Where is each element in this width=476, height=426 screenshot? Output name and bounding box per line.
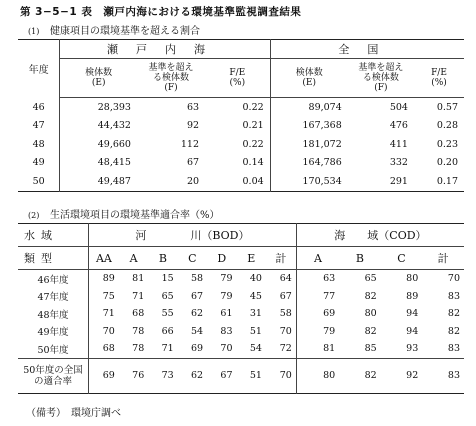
table-row	[18, 154, 464, 173]
value-cell: 85	[364, 343, 377, 355]
samples-national: 89,074	[270, 98, 348, 117]
group-national: 全国	[270, 40, 464, 59]
value-cell: 80	[364, 308, 377, 320]
value-cell: 67	[191, 290, 204, 302]
group-setouchi: 瀬戸内海	[60, 40, 270, 59]
section2-heading-text: 生活環境項目の環境基準適合率（%）	[50, 210, 220, 221]
value-cell: 82	[447, 325, 460, 337]
value-cell: 31	[249, 308, 262, 320]
value-cell: 70	[102, 325, 115, 337]
value-cell: 15	[161, 273, 174, 285]
table-row	[18, 340, 464, 358]
value-cell: 80	[406, 273, 419, 285]
value-cell: 68	[132, 308, 145, 320]
living-env-table	[18, 223, 464, 394]
value-cell: 89	[406, 290, 419, 302]
value-cell: 71	[102, 308, 115, 320]
table-row	[18, 117, 464, 136]
row-label: 50年度	[18, 340, 89, 358]
value-cell: 45	[249, 290, 262, 302]
year-cell: 50	[18, 172, 60, 191]
value-cell: 79	[220, 290, 233, 302]
ratio-setouchi: 0.14	[242, 157, 264, 169]
col-sea-2: C	[381, 247, 423, 270]
row-label: 49年度	[18, 323, 89, 341]
value-cell: 64	[279, 273, 292, 285]
value-cell: 78	[132, 343, 145, 355]
exceed-national: 411	[389, 138, 408, 150]
section1-number: (1)	[28, 27, 40, 36]
row-label: 47年度	[18, 288, 89, 306]
value-cell: 66	[161, 325, 174, 337]
col-exceed-national: 基準を超え る検体数 (F)	[348, 59, 414, 98]
value-cell: 70	[279, 325, 292, 337]
value-cell: 40	[249, 273, 262, 285]
table-row	[18, 135, 464, 154]
col-river-1: A	[119, 247, 148, 270]
value-cell: 58	[279, 308, 292, 320]
samples-national: 181,072	[270, 135, 348, 154]
value-cell: 65	[364, 273, 377, 285]
section1-heading	[28, 22, 200, 37]
value-cell: 94	[406, 308, 419, 320]
ratio-national: 0.23	[436, 138, 458, 150]
ratio-national: 0.17	[436, 175, 458, 187]
samples-setouchi: 28,393	[97, 101, 131, 113]
value-cell: 83	[422, 358, 464, 393]
water-area-label: 水域	[18, 224, 89, 247]
value-cell: 70	[220, 343, 233, 355]
value-cell: 83	[220, 325, 233, 337]
col-ratio-national: F/E (%)	[414, 59, 464, 98]
source-note: （備考） 環境庁調べ	[26, 408, 121, 419]
section1-heading-text: 健康項目の環境基準を超える割合	[50, 26, 200, 37]
ratio-national: 0.28	[436, 120, 458, 132]
table-row	[18, 270, 464, 288]
value-cell: 82	[364, 290, 377, 302]
col-river-2: B	[148, 247, 177, 270]
value-cell: 65	[161, 290, 174, 302]
value-cell: 61	[220, 308, 233, 320]
value-cell: 54	[191, 325, 204, 337]
value-cell: 73	[148, 358, 177, 393]
type-label: 類型	[18, 247, 89, 270]
value-cell: 77	[296, 288, 339, 306]
value-cell: 75	[102, 290, 115, 302]
ratio-setouchi: 0.22	[242, 138, 264, 150]
samples-setouchi: 48,415	[97, 157, 131, 169]
exceed-setouchi: 112	[180, 138, 200, 150]
col-sea-3: 計	[422, 247, 464, 270]
table-row	[18, 172, 464, 191]
value-cell: 82	[339, 358, 381, 393]
exceed-setouchi: 20	[186, 175, 200, 187]
col-samples-setouchi: 検体数 (E)	[60, 59, 137, 98]
section2-heading	[28, 206, 220, 221]
group-river-bod: 河 川（BOD）	[89, 224, 297, 247]
section2-number: (2)	[28, 211, 40, 220]
row-label: 50年度の全国の適合率	[18, 358, 89, 393]
value-cell: 83	[447, 343, 460, 355]
col-sea-0: A	[296, 247, 339, 270]
value-cell: 78	[132, 325, 145, 337]
ratio-setouchi: 0.21	[242, 120, 264, 132]
samples-national: 164,786	[270, 154, 348, 173]
value-cell: 80	[296, 358, 339, 393]
col-samples-national: 検体数 (E)	[270, 59, 348, 98]
summary-row	[18, 358, 464, 393]
year-header: 年度	[18, 40, 60, 98]
samples-national: 170,534	[270, 172, 348, 191]
value-cell: 71	[132, 290, 145, 302]
samples-setouchi: 44,432	[97, 120, 131, 132]
value-cell: 79	[296, 323, 339, 341]
table-row	[18, 323, 464, 341]
value-cell: 69	[89, 358, 119, 393]
col-river-4: D	[207, 247, 236, 270]
value-cell: 67	[207, 358, 236, 393]
ratio-national: 0.57	[436, 101, 458, 113]
value-cell: 51	[237, 358, 266, 393]
value-cell: 54	[249, 343, 262, 355]
value-cell: 67	[279, 290, 292, 302]
samples-setouchi: 49,660	[97, 138, 131, 150]
ratio-national: 0.20	[436, 157, 458, 169]
exceed-national: 291	[389, 175, 408, 187]
ratio-setouchi: 0.22	[242, 101, 264, 113]
table-title: 第 3−5−1 表 瀬戸内海における環境基準監視調査結果	[20, 6, 302, 18]
col-sea-1: B	[339, 247, 381, 270]
year-cell: 46	[18, 98, 60, 117]
exceed-national: 476	[389, 120, 408, 132]
year-cell: 49	[18, 154, 60, 173]
col-river-6: 計	[266, 247, 296, 270]
samples-setouchi: 49,487	[97, 175, 131, 187]
table-row	[18, 98, 464, 117]
col-exceed-setouchi: 基準を超え る検体数 (F)	[137, 59, 205, 98]
col-ratio-setouchi: F/E (%)	[205, 59, 270, 98]
year-cell: 47	[18, 117, 60, 136]
col-river-3: C	[178, 247, 207, 270]
value-cell: 76	[119, 358, 148, 393]
ratio-setouchi: 0.04	[242, 175, 264, 187]
year-cell: 48	[18, 135, 60, 154]
exceed-national: 504	[389, 101, 408, 113]
value-cell: 71	[161, 343, 174, 355]
value-cell: 62	[178, 358, 207, 393]
value-cell: 82	[447, 308, 460, 320]
col-river-0: AA	[89, 247, 119, 270]
value-cell: 70	[266, 358, 296, 393]
value-cell: 72	[279, 343, 292, 355]
table-row	[18, 305, 464, 323]
value-cell: 79	[220, 273, 233, 285]
col-river-5: E	[237, 247, 266, 270]
row-label: 48年度	[18, 305, 89, 323]
value-cell: 89	[102, 273, 115, 285]
value-cell: 92	[381, 358, 423, 393]
health-items-table	[18, 39, 464, 192]
value-cell: 69	[296, 305, 339, 323]
value-cell: 81	[132, 273, 145, 285]
value-cell: 68	[102, 343, 115, 355]
value-cell: 81	[296, 340, 339, 358]
group-sea-cod: 海 域（COD）	[296, 224, 464, 247]
value-cell: 55	[161, 308, 174, 320]
value-cell: 63	[296, 270, 339, 288]
samples-national: 167,368	[270, 117, 348, 136]
value-cell: 83	[447, 290, 460, 302]
value-cell: 93	[406, 343, 419, 355]
value-cell: 69	[191, 343, 204, 355]
exceed-setouchi: 92	[186, 120, 200, 132]
value-cell: 58	[191, 273, 204, 285]
exceed-national: 332	[389, 157, 408, 169]
exceed-setouchi: 67	[186, 157, 200, 169]
value-cell: 82	[364, 325, 377, 337]
value-cell: 62	[191, 308, 204, 320]
value-cell: 94	[406, 325, 419, 337]
row-label: 46年度	[18, 270, 89, 288]
table-row	[18, 288, 464, 306]
exceed-setouchi: 63	[186, 101, 200, 113]
value-cell: 51	[249, 325, 262, 337]
value-cell: 70	[447, 273, 460, 285]
